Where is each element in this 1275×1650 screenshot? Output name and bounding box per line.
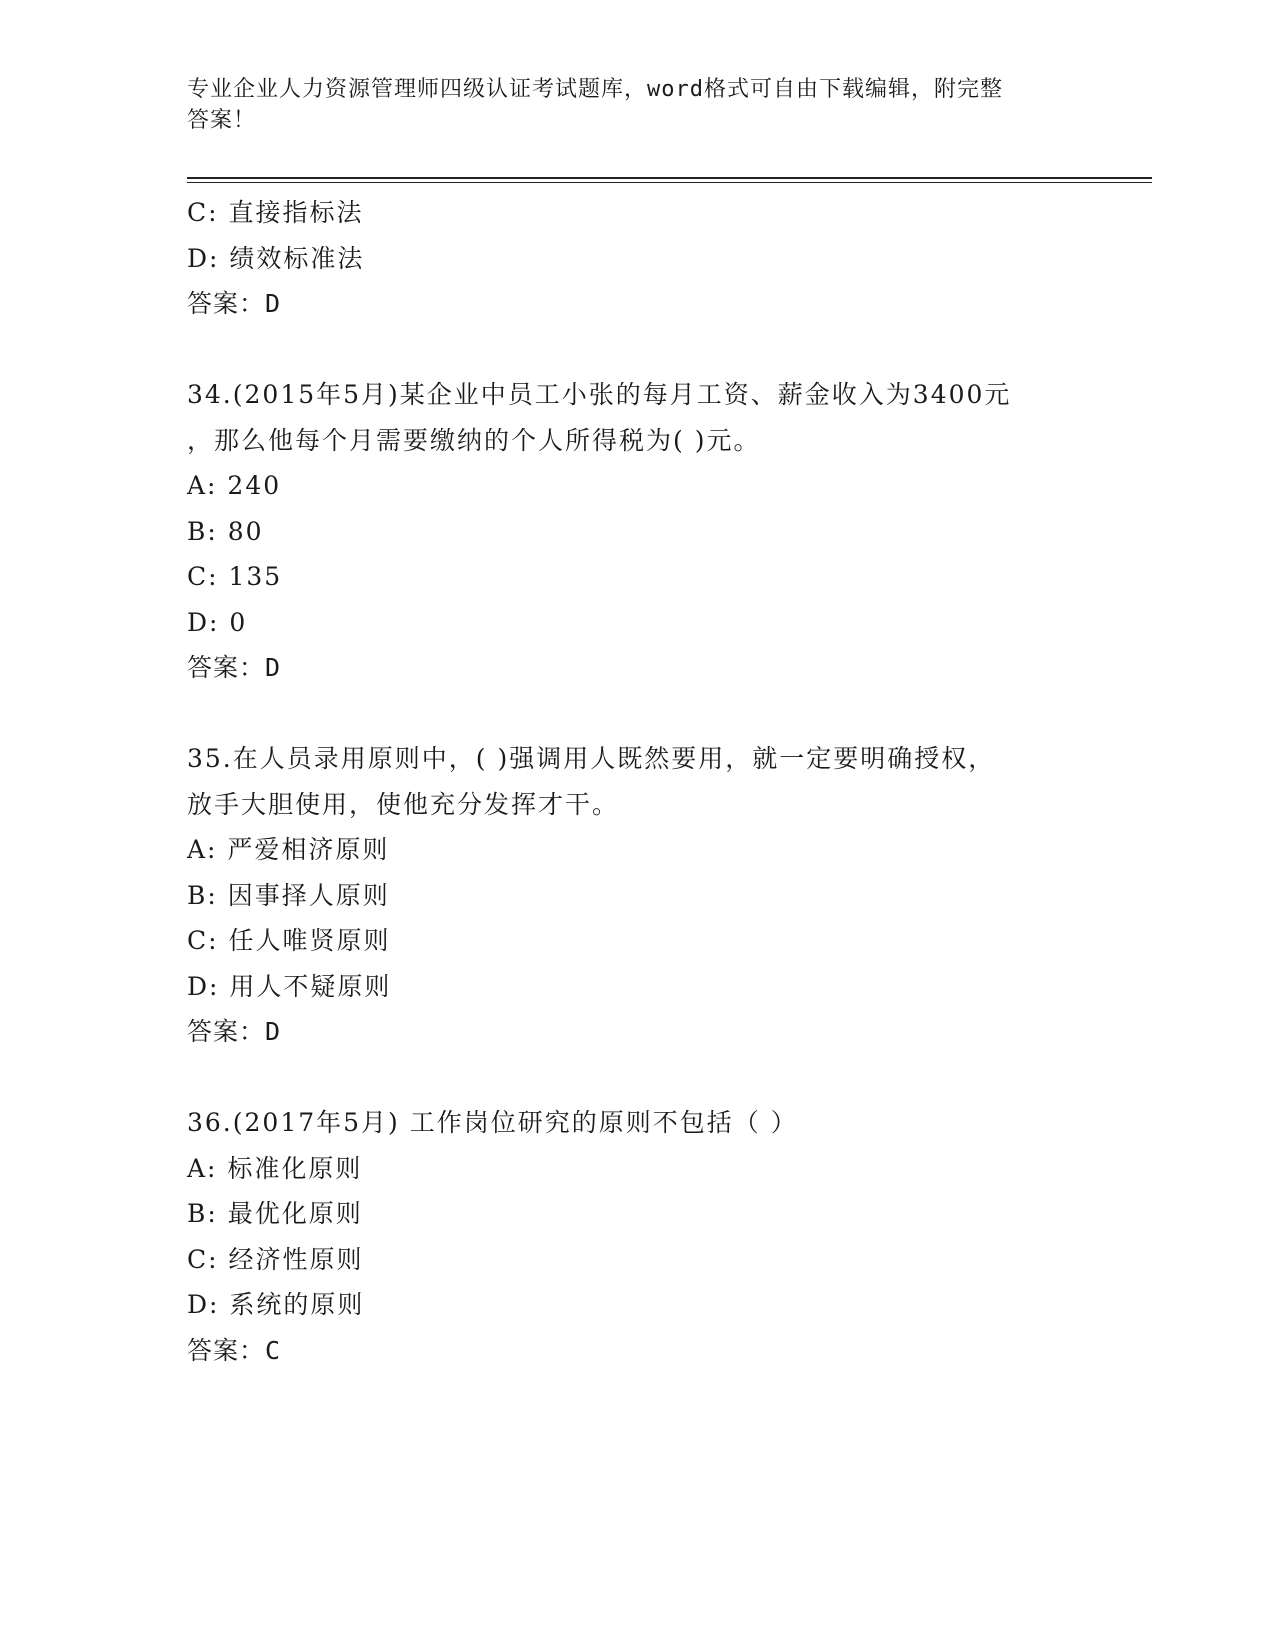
- answer-line: 答案：C: [187, 1335, 282, 1365]
- option-c: C: 经济性原则: [187, 1244, 364, 1274]
- question-text-line: ，那么他每个月需要缴纳的个人所得税为( )元。: [187, 425, 761, 455]
- question-33-tail: [187, 190, 1087, 327]
- question-35: [187, 736, 1087, 1055]
- option-a: A: 严爱相济原则: [187, 835, 390, 864]
- option-c: C: 直接指标法: [187, 198, 364, 227]
- option-a: A: 标准化原则: [187, 1153, 363, 1183]
- option-b: B: 最优化原则: [187, 1199, 363, 1228]
- answer-line: 答案：D: [187, 653, 282, 682]
- header-divider-thick: [187, 177, 1152, 179]
- option-d: D: 绩效标准法: [187, 243, 365, 273]
- question-text-line: 36.(2017年5月) 工作岗位研究的原则不包括（ ）: [187, 1108, 798, 1137]
- option-c: C: 135: [187, 562, 283, 591]
- spacer: [187, 691, 1087, 737]
- answer-line: 答案：D: [187, 289, 282, 318]
- option-d: D: 用人不疑原则: [187, 971, 392, 1001]
- option-d: D: 系统的原则: [187, 1290, 365, 1319]
- option-b: B: 因事择人原则: [187, 880, 390, 910]
- spacer: [187, 1055, 1087, 1101]
- answer-line: 答案：D: [187, 1017, 282, 1046]
- question-34: [187, 372, 1087, 691]
- header-line-2: 答案！: [187, 108, 257, 133]
- option-b: B: 80: [187, 516, 264, 546]
- question-text-line: 35.在人员录用原则中，( )强调用人既然要用，就一定要明确授权，: [187, 744, 996, 773]
- question-text-line: 放手大胆使用，使他充分发挥才干。: [187, 789, 620, 819]
- document-header: [187, 74, 1067, 136]
- header-divider-thin: [187, 182, 1152, 183]
- option-c: C: 任人唯贤原则: [187, 926, 391, 955]
- header-line-1: 专业企业人力资源管理师四级认证考试题库，word格式可自由下载编辑，附完整: [187, 77, 1003, 102]
- option-a: A: 240: [187, 471, 282, 500]
- option-d: D: 0: [187, 607, 248, 637]
- question-36: [187, 1100, 1087, 1373]
- document-body: [187, 190, 1087, 1373]
- spacer: [187, 327, 1087, 373]
- question-text-line: 34.(2015年5月)某企业中员工小张的每月工资、薪金收入为3400元: [187, 380, 1012, 409]
